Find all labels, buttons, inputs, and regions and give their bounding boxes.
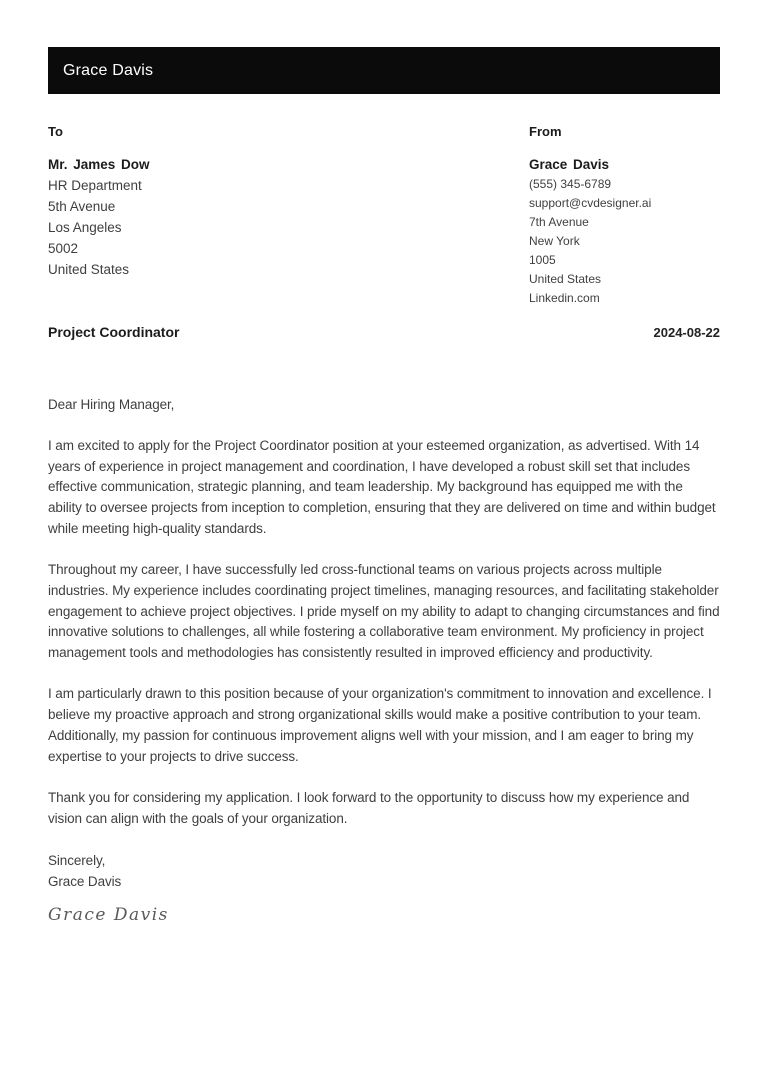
subject-row [48,324,720,340]
recipient-address-line: 5002 [48,241,79,256]
recipient-address-line: United States [48,262,130,277]
recipient-name: Mr. James Dow [48,157,150,172]
letter-paragraph: I am particularly drawn to this position because of your organization's commitment to innovation and excellence. I believe my proactive approach and strong organizational skills would make a positive contribution to your team. Additionally, my passion for continuous improvement aligns well with your mission, and I am eager to bring my expertise to your projects to drive success. [48,686,712,764]
closing-block [48,850,720,892]
sender-address-line: 1005 [529,253,556,267]
recipient-label: To [48,124,63,139]
sender-address-line: New York [529,234,580,248]
handwritten-signature: Grace Davis [48,905,169,926]
job-title: Project Coordinator [48,324,180,340]
letter-paragraph: Throughout my career, I have successfully led cross-functional teams on various projects across multiple industries. My experience includes coordinating project timelines, managing resources, and facilitating stakeholder engagement to achieve project objectives. I pride myself on my ability to adapt to changing circumstances and find innovative solutions to challenges, all while fostering a collaborative team environment. My proficiency in project management tools and methodologies has consistently resulted in improved efficiency and productivity. [48,562,720,661]
letter-paragraph: I am excited to apply for the Project Coordinator position at your esteemed organization, as advertised. With 14 years of experience in project management and coordination, I have developed a robust skill set that includes effective communication, strategic planning, and team leadership. My background has equipped me with the ability to oversee projects from inception to completion, ensuring that they are delivered on time and within budget while meeting high-quality standards. [48,438,716,536]
recipient-address-line: 5th Avenue [48,199,116,214]
sender-name: Grace Davis [529,157,610,172]
recipient-address-line: HR Department [48,178,142,193]
sender-block [529,124,720,308]
letter-date: 2024-08-22 [653,325,720,340]
closing-word: Sincerely, [48,853,106,869]
letter-body [48,374,720,926]
sender-label: From [529,124,562,139]
recipient-address-line: Los Angeles [48,220,122,235]
sender-address-line: 7th Avenue [529,215,589,229]
address-columns [48,124,720,308]
sender-email: support@cvdesigner.ai [529,196,652,210]
header-bar [48,47,720,94]
sender-address-line: United States [529,272,602,286]
header-author-name: Grace Davis [63,61,154,79]
signature-printed-name: Grace Davis [48,874,122,890]
sender-phone: (555) 345-6789 [529,177,612,191]
letter-paragraph: Thank you for considering my application. I look forward to the opportunity to discuss how my experience and vision can align with the goals of your organization. [48,789,690,826]
salutation: Dear Hiring Manager, [48,396,175,412]
recipient-block [48,124,529,308]
sender-linkedin: Linkedin.com [529,291,600,305]
